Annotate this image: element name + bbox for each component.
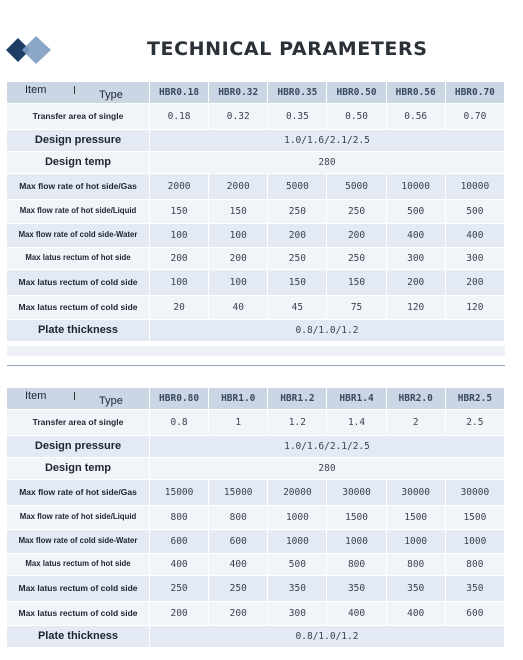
item-header-label: Item: [25, 84, 47, 96]
header-separator-mark: [74, 392, 75, 400]
value-cell: 350: [387, 576, 446, 602]
value-cell: 200: [209, 248, 268, 270]
value-cell: 150: [327, 270, 386, 296]
value-cell: 300: [446, 248, 505, 270]
value-cell: 300: [387, 248, 446, 270]
value-cell: 250: [150, 576, 209, 602]
parameters-table-1: [7, 82, 505, 342]
value-cell: 250: [268, 248, 327, 270]
row-label: Max latus rectum of cold side: [7, 602, 150, 626]
value-cell: 200: [446, 270, 505, 296]
value-cell: 20000: [268, 480, 327, 506]
merged-value-cell: 1.0/1.6/2.1/2.5: [150, 436, 505, 458]
row-label: Transfer area of single: [7, 410, 150, 436]
row-label: Max latus rectum of hot side: [7, 248, 150, 270]
value-cell: 45: [268, 296, 327, 320]
value-cell: 200: [150, 248, 209, 270]
value-cell: 600: [209, 530, 268, 554]
value-cell: 300: [268, 602, 327, 626]
value-cell: 800: [387, 554, 446, 576]
value-cell: 500: [268, 554, 327, 576]
value-cell: 350: [268, 576, 327, 602]
table-row: [7, 480, 505, 506]
table-row: [7, 506, 505, 530]
value-cell: 100: [150, 224, 209, 248]
table-row: [7, 270, 505, 296]
value-cell: 30000: [327, 480, 386, 506]
value-cell: 200: [209, 602, 268, 626]
table-row: [7, 576, 505, 602]
model-header: HBR0.18: [150, 82, 209, 104]
value-cell: 2000: [150, 174, 209, 200]
value-cell: 30000: [387, 480, 446, 506]
value-cell: 0.70: [446, 104, 505, 130]
value-cell: 500: [446, 200, 505, 224]
value-cell: 250: [327, 200, 386, 224]
value-cell: 20: [150, 296, 209, 320]
value-cell: 15000: [209, 480, 268, 506]
model-header: HBR0.35: [268, 82, 327, 104]
value-cell: 400: [209, 554, 268, 576]
row-label: Max latus rectum of hot side: [7, 554, 150, 576]
item-header-label: Item: [25, 390, 47, 402]
table-row: [7, 626, 505, 648]
value-cell: 1000: [446, 530, 505, 554]
value-cell: 150: [209, 200, 268, 224]
table-row: [7, 320, 505, 342]
value-cell: 10000: [446, 174, 505, 200]
value-cell: 1500: [446, 506, 505, 530]
value-cell: 600: [150, 530, 209, 554]
row-label: Max flow rate of hot side/Liquid: [7, 200, 150, 224]
value-cell: 0.56: [387, 104, 446, 130]
table-row: [7, 152, 505, 174]
value-cell: 400: [446, 224, 505, 248]
merged-value-cell: 280: [150, 458, 505, 480]
value-cell: 100: [150, 270, 209, 296]
section-divider: [7, 365, 505, 366]
value-cell: 400: [387, 224, 446, 248]
value-cell: 120: [387, 296, 446, 320]
value-cell: 10000: [387, 174, 446, 200]
table-row: [7, 436, 505, 458]
value-cell: 1000: [268, 506, 327, 530]
row-label: Max flow rate of hot side/Liquid: [7, 506, 150, 530]
value-cell: 800: [446, 554, 505, 576]
model-header: HBR0.70: [446, 82, 505, 104]
row-label: Max latus rectum of cold side: [7, 270, 150, 296]
value-cell: 2.5: [446, 410, 505, 436]
row-label: Max latus rectum of cold side: [7, 296, 150, 320]
item-type-header-cell: [7, 388, 150, 410]
value-cell: 1000: [387, 530, 446, 554]
row-label: Design pressure: [7, 436, 150, 458]
merged-value-cell: 0.8/1.0/1.2: [150, 320, 505, 342]
value-cell: 250: [327, 248, 386, 270]
value-cell: 0.8: [150, 410, 209, 436]
value-cell: 400: [150, 554, 209, 576]
model-header: HBR2.5: [446, 388, 505, 410]
value-cell: 200: [268, 224, 327, 248]
row-label: Plate thickness: [7, 320, 150, 342]
value-cell: 0.35: [268, 104, 327, 130]
table-footer-band: [7, 346, 505, 356]
model-header: HBR0.50: [327, 82, 386, 104]
model-header: HBR1.4: [327, 388, 386, 410]
parameters-table-2: [7, 388, 505, 648]
value-cell: 1.2: [268, 410, 327, 436]
table-row: [7, 224, 505, 248]
merged-value-cell: 1.0/1.6/2.1/2.5: [150, 130, 505, 152]
value-cell: 5000: [327, 174, 386, 200]
value-cell: 5000: [268, 174, 327, 200]
value-cell: 800: [150, 506, 209, 530]
row-label: Max flow rate of hot side/Gas: [7, 174, 150, 200]
item-type-header-cell: [7, 82, 150, 104]
value-cell: 1000: [268, 530, 327, 554]
type-header-label: Type: [99, 395, 123, 407]
diamond-logo-icon: [6, 32, 56, 68]
value-cell: 1000: [327, 530, 386, 554]
value-cell: 350: [446, 576, 505, 602]
value-cell: 15000: [150, 480, 209, 506]
table-row: [7, 174, 505, 200]
table-row: [7, 200, 505, 224]
row-label: Max latus rectum of cold side: [7, 576, 150, 602]
value-cell: 1500: [327, 506, 386, 530]
table-row: [7, 554, 505, 576]
model-header: HBR2.0: [387, 388, 446, 410]
value-cell: 200: [327, 224, 386, 248]
value-cell: 75: [327, 296, 386, 320]
value-cell: 0.50: [327, 104, 386, 130]
table-row: [7, 296, 505, 320]
row-label: Design temp: [7, 152, 150, 174]
value-cell: 100: [209, 270, 268, 296]
value-cell: 1: [209, 410, 268, 436]
value-cell: 150: [150, 200, 209, 224]
table-row: [7, 602, 505, 626]
row-label: Max flow rate of cold side-Water: [7, 224, 150, 248]
row-label: Design temp: [7, 458, 150, 480]
merged-value-cell: 280: [150, 152, 505, 174]
table-row: [7, 458, 505, 480]
value-cell: 500: [387, 200, 446, 224]
value-cell: 400: [327, 602, 386, 626]
value-cell: 0.32: [209, 104, 268, 130]
table-row: [7, 410, 505, 436]
value-cell: 200: [150, 602, 209, 626]
table-row: [7, 248, 505, 270]
row-label: Plate thickness: [7, 626, 150, 648]
header-row: [7, 388, 505, 410]
value-cell: 1.4: [327, 410, 386, 436]
value-cell: 800: [209, 506, 268, 530]
value-cell: 1500: [387, 506, 446, 530]
table-row: [7, 130, 505, 152]
value-cell: 2000: [209, 174, 268, 200]
value-cell: 250: [268, 200, 327, 224]
value-cell: 150: [268, 270, 327, 296]
value-cell: 0.18: [150, 104, 209, 130]
row-label: Transfer area of single: [7, 104, 150, 130]
table-row: [7, 104, 505, 130]
row-label: Design pressure: [7, 130, 150, 152]
merged-value-cell: 0.8/1.0/1.2: [150, 626, 505, 648]
value-cell: 120: [446, 296, 505, 320]
value-cell: 100: [209, 224, 268, 248]
header-separator-mark: [74, 86, 75, 94]
value-cell: 200: [387, 270, 446, 296]
model-header: HBR0.80: [150, 388, 209, 410]
model-header: HBR0.56: [387, 82, 446, 104]
table-row: [7, 530, 505, 554]
row-label: Max flow rate of cold side-Water: [7, 530, 150, 554]
model-header: HBR1.2: [268, 388, 327, 410]
value-cell: 600: [446, 602, 505, 626]
model-header: HBR1.0: [209, 388, 268, 410]
type-header-label: Type: [99, 89, 123, 101]
row-label: Max flow rate of hot side/Gas: [7, 480, 150, 506]
value-cell: 40: [209, 296, 268, 320]
page-title: TECHNICAL PARAMETERS: [147, 38, 428, 60]
value-cell: 2: [387, 410, 446, 436]
value-cell: 250: [209, 576, 268, 602]
value-cell: 350: [327, 576, 386, 602]
value-cell: 800: [327, 554, 386, 576]
value-cell: 30000: [446, 480, 505, 506]
value-cell: 400: [387, 602, 446, 626]
model-header: HBR0.32: [209, 82, 268, 104]
header-row: [7, 82, 505, 104]
